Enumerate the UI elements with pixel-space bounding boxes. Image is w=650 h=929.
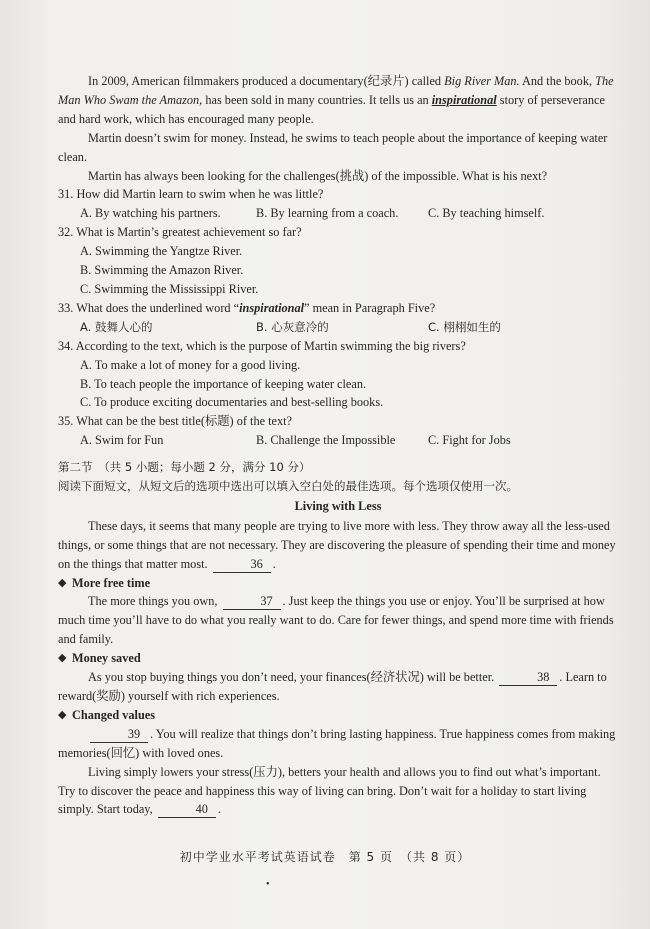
blank-36[interactable]: 36 [213,557,271,573]
blank-37[interactable]: 37 [223,594,281,610]
values-paragraph: 39 . You will realize that things don’t bring lasting happiness. True happiness comes from making memories(回忆) with loved ones. [58,726,616,760]
blank-38[interactable]: 38 [499,670,557,686]
option-a[interactable]: A. By watching his partners. [80,206,221,221]
option-c[interactable]: C. 栩栩如生的 [428,319,501,334]
option-b[interactable]: B. By learning from a coach. [256,206,399,221]
question-33: 33. What does the underlined word “inspirational” mean in Paragraph Five? [58,300,436,315]
option-b[interactable]: B. To teach people the importance of keeping water clean. [80,376,367,391]
money-paragraph: As you stop buying things you don’t need, your finances(经济状况) will be better. 38 . Learn to reward(奖励) yourself with rich experiences. [58,670,607,703]
free-time-paragraph: The more things you own, 37 . Just keep the things you use or enjoy. You’ll be surprised at how much time you’ll have to do what you really want to do. Care for fewer things, and spend more time with friends and family. [58,594,614,647]
option-b[interactable]: B. 心灰意冷的 [256,319,329,334]
passage-title: Living with Less [294,498,382,513]
diamond-bullet-icon: ◆ [58,708,67,721]
section-header: 第二节 （共 5 小题；每小题 2 分，满分 10 分） [58,460,311,475]
blank-39[interactable]: 39 [90,727,148,743]
question-35-options [58,431,618,450]
subheading-more-free-time: ◆ More free time [58,574,618,593]
intro-paragraph: These days, it seems that many people are trying to live more with less. They throw away all the less-used things, or some things that are not necessary. They are discovering the pleasure of spending their time and money on the things that matter most. 36 . [58,518,616,571]
option-a[interactable]: A. Swimming the Yangtze River. [80,244,243,259]
question-32: 32. What is Martin’s greatest achievement so far? [58,225,302,240]
passage-paragraph-3: Martin has always been looking for the challenges(挑战) of the impossible. What is his next? [88,168,548,183]
scan-speck: • [266,879,270,890]
option-c[interactable]: C. Fight for Jobs [428,433,511,448]
question-31: 31. How did Martin learn to swim when he was little? [58,187,324,202]
subheading-changed-values: ◆ Changed values [58,706,618,725]
option-a[interactable]: A. To make a lot of money for a good living. [80,357,301,372]
question-35: 35. What can be the best title(标题) of the text? [58,414,293,429]
option-c[interactable]: C. By teaching himself. [428,206,545,221]
simple-living-paragraph: Living simply lowers your stress(压力), betters your health and allows you to find out what’s important. Try to discover the peace and happiness this way of living can bring. Don’t wait for a holiday to start living simply. Start today, 40 . [58,764,601,817]
section-instruction: 阅读下面短文，从短文后的选项中选出可以填入空白处的最佳选项。每个选项仅使用一次。 [58,479,518,494]
option-c[interactable]: C. To produce exciting documentaries and best-selling books. [80,395,384,410]
underlined-word: inspirational [431,92,497,107]
option-a[interactable]: A. 鼓舞人心的 [80,319,153,334]
diamond-bullet-icon: ◆ [58,576,67,589]
subheading-money-saved: ◆ Money saved [58,649,618,668]
exam-content [58,72,618,819]
passage-paragraph-1: In 2009, American filmmakers produced a documentary(纪录片) called Big River Man. And the book, The Man Who Swam the Amazon, has been sold in many countries. It tells us an inspirational story of perseverance and hard work, which has encouraged many people. [58,74,614,126]
option-a[interactable]: A. Swim for Fun [80,433,164,448]
option-c[interactable]: C. Swimming the Mississippi River. [80,281,259,296]
option-b[interactable]: B. Swimming the Amazon River. [80,263,244,278]
question-34: 34. According to the text, which is the purpose of Martin swimming the big rivers? [58,338,466,353]
page-footer: 初中学业水平考试英语试卷 第 5 页 （共 8 页） [179,850,471,864]
blank-40[interactable]: 40 [158,802,216,818]
passage-paragraph-2: Martin doesn’t swim for money. Instead, he swims to teach people about the importance of keeping water clean. [58,130,608,164]
question-33-options [58,318,618,337]
option-b[interactable]: B. Challenge the Impossible [256,433,396,448]
diamond-bullet-icon: ◆ [58,652,67,665]
question-31-options [58,204,618,223]
